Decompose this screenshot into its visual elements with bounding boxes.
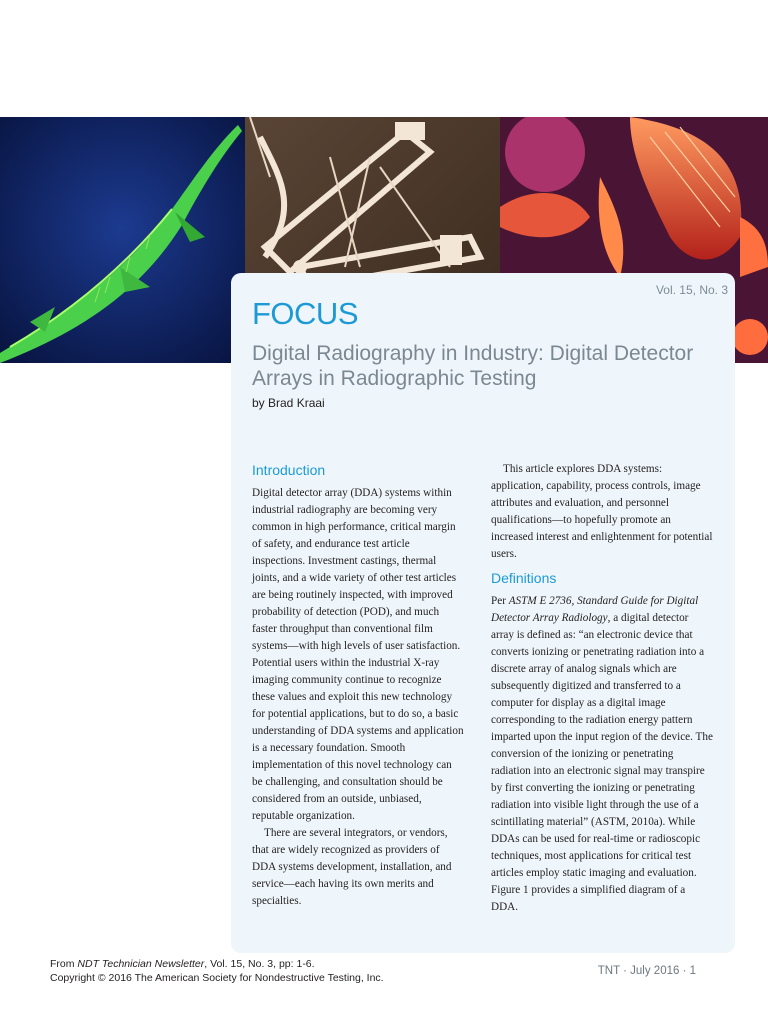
from-lead: From — [50, 958, 78, 970]
from-details: , Vol. 15, No. 3, pp: 1-6. — [204, 958, 315, 970]
overview-paragraph: This article explores DDA systems: application, capability, process controls, image attributes and evaluation, and personnel qualifications—to hopefully promote an increased interest and enlightenment for potential users. — [491, 463, 713, 560]
from-line — [50, 957, 384, 971]
page-number: TNT · July 2016 · 1 — [597, 965, 696, 977]
copyright-line: Copyright © 2016 The American Society for Nondestructive Testing, Inc. — [50, 972, 384, 984]
introduction-heading: Introduction — [252, 462, 326, 478]
astm-reference: ASTM E 2736, Standard Guide for Digital Detector Array Radiology — [491, 595, 699, 624]
fish-radiograph-image — [0, 117, 245, 363]
column-left — [252, 462, 464, 910]
introduction-paragraph-1: Digital detector array (DDA) systems within industrial radiography are becoming very common in high performance, critical margin of safety, and endurance test article inspections. Investment castings, thermal joints, and a wide variety of other test articles are being routinely inspected, with improved probability of detection (POD), and much faster throughput than conventional film systems—with high levels of user satisfaction. Potential users within the industrial X-ray imaging community continue to recognize these values and exploit this new technology for potential applications, but to do so, a basic understanding of DDA systems and application is a necessary foundation. Smooth implementation of this novel technology can be challenging, and consultation should be considered from an outside, unbiased, reputable organization. — [252, 487, 464, 822]
byline: by Brad Kraai — [252, 396, 325, 410]
source-citation — [50, 957, 384, 985]
section-label: FOCUS — [252, 296, 358, 331]
article-title: Digital Radiography in Industry: Digital Detector Arrays in Radiographic Testing — [252, 342, 694, 390]
introduction-paragraph-2: There are several integrators, or vendors, that are widely recognized as providers of DDA systems development, installation, and service—each having its own merits and specialties. — [252, 827, 452, 907]
definitions-paragraph — [491, 593, 713, 916]
issue-volume: Vol. 15, No. 3 — [655, 283, 728, 297]
column-right — [491, 461, 713, 916]
definitions-body: , a digital detector array is defined as: “an electronic device that converts ionizing or penetrating radiation into a discrete array of analog signals which are subsequently digitized and transferred to a computer for display as a digital image corresponding to the radiation energy pattern imparted upon the input region of the device. The conversion of the ionizing or penetrating radiation into an electronic signal may transpire by first converting the ionizing or penetrating radiation into visible light through the use of a scintillating material” (ASTM, 2010a). While DDAs can be used for real-time or radioscopic techniques, most applications for critical test articles employ static imaging and evaluation. Figure 1 provides a simplified diagram of a DDA. — [491, 612, 713, 913]
definitions-lead: Per — [491, 595, 509, 607]
definitions-heading: Definitions — [491, 570, 557, 586]
publication-name: NDT Technician Newsletter — [77, 958, 205, 970]
